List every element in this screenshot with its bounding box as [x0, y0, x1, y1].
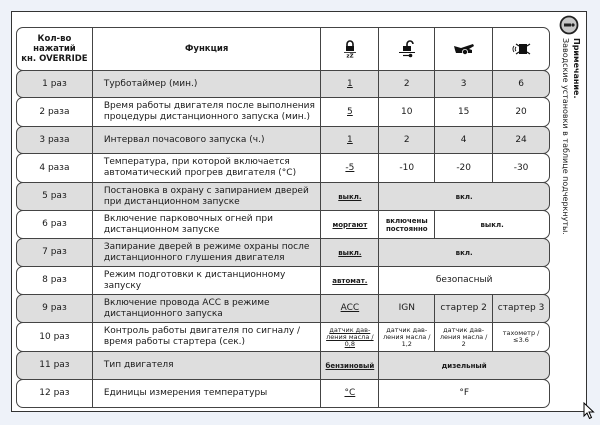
value-option[interactable]: автомат. — [321, 267, 379, 294]
header-col-1 — [321, 28, 379, 70]
value-option[interactable]: 20 — [515, 106, 527, 117]
table-header — [16, 27, 550, 71]
value-option[interactable]: бензиновый — [321, 352, 379, 379]
value-option[interactable]: IGN — [379, 295, 435, 322]
header-presses — [17, 28, 93, 70]
table-row — [16, 351, 550, 380]
function-text: дистанционном запуске — [103, 224, 220, 235]
value-option[interactable]: моргают — [321, 211, 379, 238]
function-text: время работы стартера (сек.) — [103, 337, 246, 347]
presses-count: 2 раза — [17, 98, 93, 126]
header-col-2 — [379, 28, 435, 70]
function-name — [93, 239, 322, 266]
value-option[interactable]: -10 — [379, 154, 435, 182]
table-row — [16, 266, 550, 295]
function-name — [93, 323, 322, 351]
header-col-3 — [435, 28, 493, 70]
header-presses-line: нажатий — [33, 44, 76, 54]
value-option[interactable]: 10 — [379, 98, 435, 126]
presses-count: 11 раз — [17, 352, 93, 379]
function-name — [93, 98, 322, 126]
table-row — [16, 182, 550, 211]
value-option[interactable]: 5 — [321, 98, 379, 126]
function-text: Включение провода АСС в режиме — [103, 297, 270, 308]
function-text: Тип двигателя — [103, 360, 174, 370]
presses-count: 3 раза — [17, 127, 93, 153]
function-name — [93, 211, 322, 238]
value-option[interactable]: датчик дав-ления масла / 1,2 — [379, 323, 435, 351]
presses-count: 4 раза — [17, 154, 93, 182]
presses-count: 7 раз — [17, 239, 93, 266]
function-name — [93, 127, 322, 153]
header-presses-line: кн. OVERRIDE — [21, 54, 88, 64]
table-row — [16, 322, 550, 352]
table-row — [16, 294, 550, 323]
value-option[interactable]: выкл. — [480, 220, 504, 229]
presses-count: 9 раз — [17, 295, 93, 322]
function-text: Включение парковочных огней при — [103, 213, 273, 224]
mouse-cursor-icon — [583, 402, 595, 420]
svg-text:zZ: zZ — [346, 53, 354, 58]
function-text: Турботаймер (мин.) — [103, 78, 198, 89]
lock-sleep-icon — [343, 40, 357, 58]
value-option[interactable]: 15 — [435, 98, 493, 126]
value-option[interactable]: выкл. — [321, 183, 379, 210]
presses-count: 5 раз — [17, 183, 93, 210]
presses-count: 1 раз — [17, 71, 93, 97]
value-option[interactable]: дизельный — [441, 361, 487, 370]
function-text: Интервал почасового запуска (ч.) — [103, 134, 265, 145]
presses-count: 8 раз — [17, 267, 93, 294]
value-option[interactable]: 6 — [518, 78, 524, 89]
function-name — [93, 295, 322, 322]
table-row — [16, 126, 550, 154]
value-option[interactable]: -30 — [513, 162, 529, 173]
table-row — [16, 379, 550, 408]
value-option[interactable]: 2 — [379, 71, 435, 97]
value-option[interactable]: стартер 2 — [435, 295, 493, 322]
value-option[interactable]: 1 — [321, 71, 379, 97]
function-text: Единицы измерения температуры — [103, 388, 268, 398]
value-option[interactable]: -5 — [321, 154, 379, 182]
note-title: Примечание. — [572, 38, 581, 99]
function-name — [93, 71, 322, 97]
value-option[interactable]: ACC — [321, 295, 379, 322]
value-option[interactable]: 3 — [435, 71, 493, 97]
function-text: Время работы двигателя после выполнения — [103, 101, 315, 111]
note-text: Заводские установки в таблице подчеркнуты. — [561, 38, 570, 235]
value-option[interactable]: безопасный — [435, 275, 493, 285]
value-option[interactable]: 4 — [435, 127, 493, 153]
value-option[interactable]: датчик дав-ления масла / 0,8 — [321, 323, 379, 351]
value-option[interactable]: 1 — [321, 127, 379, 153]
function-text: процедуры дистанционного запуска (мин.) — [103, 112, 311, 122]
header-col-4 — [493, 28, 549, 70]
value-option[interactable]: включены постоянно — [379, 211, 435, 238]
value-option[interactable]: -20 — [435, 154, 493, 182]
table-row — [16, 70, 550, 98]
function-name — [93, 267, 322, 294]
presses-count: 6 раз — [17, 211, 93, 238]
function-name — [93, 183, 322, 210]
table-row — [16, 97, 550, 127]
siren-icon — [511, 42, 531, 56]
function-text: Запирание дверей в режиме охраны после — [103, 241, 310, 252]
info-icon — [559, 15, 579, 35]
function-text: Режим подготовки к дистанционному запуску — [103, 269, 286, 291]
value-option[interactable]: 2 — [379, 127, 435, 153]
function-text: Контроль работы двигателя по сигналу / — [103, 326, 301, 336]
function-text: автоматический прогрев двигателя (°C) — [103, 168, 297, 178]
value-option[interactable]: °F — [459, 388, 469, 398]
function-text: Температура, при которой включается — [103, 157, 290, 167]
function-text: при дистанционном запуске — [103, 196, 240, 207]
unlock-key-icon — [398, 40, 416, 58]
function-name — [93, 380, 322, 407]
value-option[interactable]: датчик дав-ления масла / 2 — [435, 323, 493, 351]
function-text: Постановка в охрану с запиранием дверей — [103, 185, 309, 196]
value-option[interactable]: вкл. — [455, 192, 473, 201]
function-name — [93, 154, 322, 182]
table-row — [16, 153, 550, 183]
car-trunk-icon — [453, 42, 475, 56]
table-row — [16, 238, 550, 267]
value-option[interactable]: вкл. — [455, 248, 473, 257]
header-function: Функция — [93, 28, 322, 70]
value-option[interactable]: выкл. — [321, 239, 379, 266]
presses-count: 10 раз — [17, 323, 93, 351]
value-option[interactable]: тахометр / ≤3.6 — [502, 329, 540, 344]
note — [556, 38, 584, 235]
presses-count: 12 раз — [17, 380, 93, 407]
header-presses-line: Кол-во — [37, 34, 72, 44]
function-name — [93, 352, 322, 379]
function-text: дистанционного запуска — [103, 308, 223, 319]
value-option[interactable]: °C — [321, 380, 379, 407]
table-row — [16, 210, 550, 239]
function-text: дистанционного глушения двигателя — [103, 252, 285, 263]
value-option[interactable]: 24 — [515, 134, 527, 145]
value-option[interactable]: стартер 3 — [497, 303, 545, 313]
